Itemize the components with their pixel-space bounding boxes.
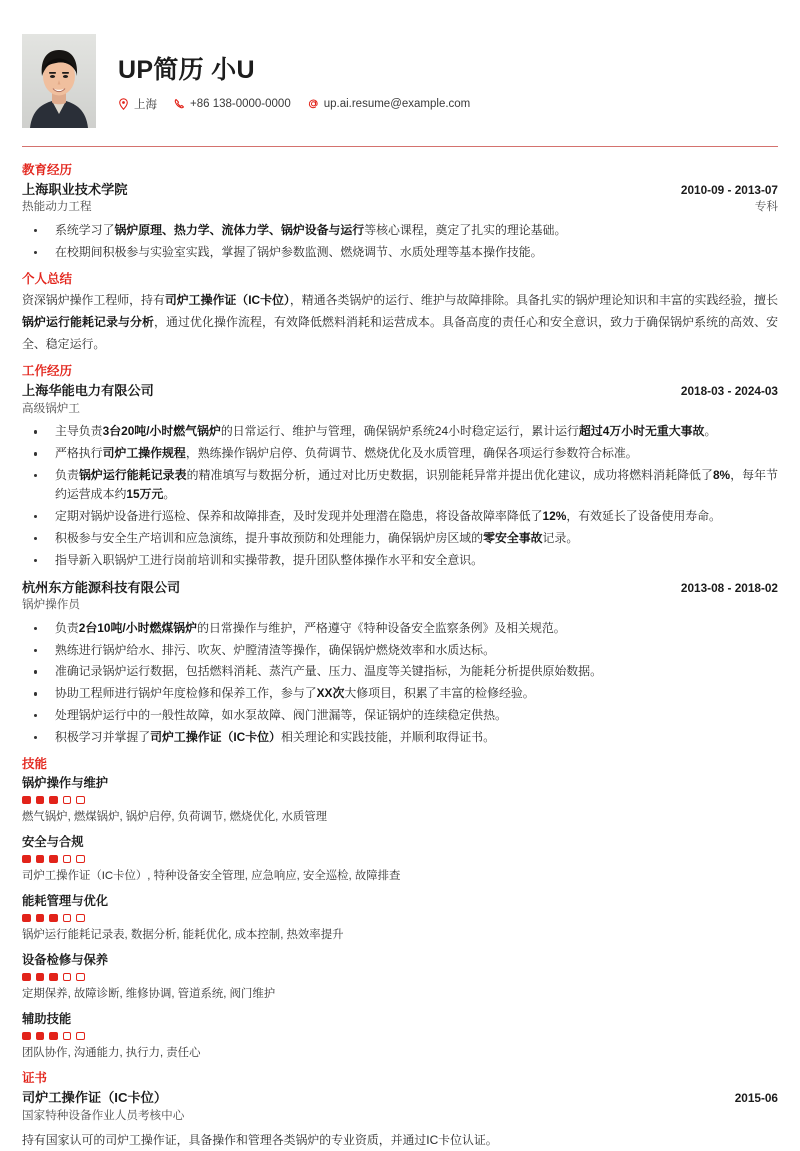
skill-item: [22, 833, 778, 885]
list-item: 准确记录锅炉运行数据，包括燃料消耗、蒸汽产量、压力、温度等关键指标，为能耗分析提供原始数据。: [22, 662, 778, 681]
skill-name: 锅炉操作与维护: [22, 776, 109, 791]
section-certificate: [22, 1069, 778, 1150]
skill-level-dot: [76, 1032, 85, 1041]
list-item: 指导新入职锅炉工进行岗前培训和实操带教，提升团队整体操作水平和安全意识。: [22, 551, 778, 570]
skill-level-dot: [22, 1032, 31, 1041]
list-item: 熟练进行锅炉给水、排污、吹灰、炉膛清渣等操作，确保锅炉燃烧效率和水质达标。: [22, 641, 778, 660]
section-work: [22, 362, 778, 747]
skill-name: 安全与合规: [22, 835, 84, 850]
skill-level-dot: [22, 914, 31, 923]
section-summary: [22, 270, 778, 355]
work-bullets: [22, 422, 778, 569]
skill-level-dot: [36, 1032, 45, 1041]
education-major: 热能动力工程: [22, 200, 92, 214]
skill-level-dot: [76, 796, 85, 805]
work-role: 锅炉操作员: [22, 597, 80, 611]
certificate-entry: [22, 1088, 778, 1150]
work-company: 上海华能电力有限公司: [22, 383, 154, 399]
email-at-icon: [308, 98, 319, 110]
section-title-work: 工作经历: [22, 364, 73, 379]
skill-level-dot: [49, 914, 58, 923]
skill-level-dot: [76, 914, 85, 923]
phone-icon: [174, 98, 185, 110]
contact-row: [118, 96, 487, 112]
skill-item: [22, 774, 778, 826]
contact-phone: [174, 98, 291, 110]
skill-level: [22, 973, 778, 982]
education-school: 上海职业技术学院: [22, 182, 128, 198]
work-date: 2013-08 - 2018-02: [680, 580, 778, 595]
skill-item: [22, 1010, 778, 1062]
section-title-certificate: 证书: [22, 1071, 48, 1086]
list-item: 主导负责3台20吨/小时燃气锅炉的日常运行、维护与管理，确保锅炉系统24小时稳定运行，累计运行超过4万小时无重大事故。: [22, 422, 778, 441]
list-item: 积极学习并掌握了司炉工操作证（IC卡位）相关理论和实践技能，并顺利取得证书。: [22, 728, 778, 747]
skill-tags: 司炉工操作证（IC卡位）, 特种设备安全管理, 应急响应, 安全巡检, 故障排查: [22, 870, 401, 883]
skill-level-dot: [49, 855, 58, 864]
section-education: [22, 161, 778, 262]
skill-level: [22, 914, 778, 923]
section-title-summary: 个人总结: [22, 272, 73, 287]
skill-tags: 锅炉运行能耗记录表, 数据分析, 能耗优化, 成本控制, 热效率提升: [22, 929, 344, 942]
contact-email: [308, 98, 471, 110]
skill-tags: 定期保养, 故障诊断, 维修协调, 管道系统, 阀门维护: [22, 988, 276, 1001]
skill-level-dot: [36, 796, 45, 805]
education-bullets: [22, 221, 778, 262]
location-pin-icon: [118, 98, 129, 110]
list-item: 严格执行司炉工操作规程，熟练操作锅炉启停、负荷调节、燃烧优化及水质管理，确保各项运行参数符合标准。: [22, 444, 778, 463]
list-item: 积极参与安全生产培训和应急演练，提升事故预防和处理能力，确保锅炉房区域的零安全事故记录。: [22, 529, 778, 548]
work-entry: [22, 381, 778, 569]
work-company: 杭州东方能源科技有限公司: [22, 579, 181, 595]
skill-level-dot: [49, 796, 58, 805]
work-date: 2018-03 - 2024-03: [680, 384, 778, 399]
skill-level-dot: [76, 855, 85, 864]
contact-phone-value: +86 138-0000-0000: [190, 97, 291, 110]
skill-level: [22, 796, 778, 805]
list-item: 系统学习了锅炉原理、热力学、流体力学、锅炉设备与运行等核心课程，奠定了扎实的理论基础。: [22, 221, 778, 240]
skill-level-dot: [49, 1032, 58, 1041]
skill-level-dot: [36, 855, 45, 864]
skill-level: [22, 1032, 778, 1041]
list-item: 在校期间积极参与实验室实践，掌握了锅炉参数监测、燃烧调节、水质处理等基本操作技能。: [22, 243, 778, 262]
skills-list: [22, 774, 778, 1062]
skill-level-dot: [76, 973, 85, 982]
skill-name: 设备检修与保养: [22, 953, 109, 968]
skill-item: [22, 892, 778, 944]
skill-level-dot: [22, 973, 31, 982]
certificate-date: 2015-06: [734, 1091, 778, 1106]
skill-level-dot: [63, 973, 72, 982]
list-item: 定期对锅炉设备进行巡检、保养和故障排查，及时发现并处理潜在隐患，将设备故障率降低了12%，有效延长了设备使用寿命。: [22, 507, 778, 526]
education-degree: 专科: [754, 200, 778, 214]
work-role: 高级锅炉工: [22, 401, 80, 415]
list-item: 处理锅炉运行中的一般性故障，如水泵故障、阀门泄漏等，保证锅炉的连续稳定供热。: [22, 706, 778, 725]
skill-name: 能耗管理与优化: [22, 894, 109, 909]
contact-email-value: up.ai.resume@example.com: [323, 97, 471, 110]
certificate-issuer: 国家特种设备作业人员考核中心: [22, 1108, 185, 1122]
skill-name: 辅助技能: [22, 1012, 72, 1027]
skill-level-dot: [63, 855, 72, 864]
work-entry: [22, 578, 778, 747]
summary-text: 资深锅炉操作工程师，持有司炉工操作证（IC卡位），精通各类锅炉的运行、维护与故障排除。具备扎实的锅炉理论知识和丰富的实践经验，擅长锅炉运行能耗记录与分析，通过优化操作流程，有效降低燃料消耗和运营成本。具备高度的责任心和安全意识，致力于确保锅炉系统的高效、安全、稳定运行。: [22, 293, 778, 352]
skill-level: [22, 855, 778, 864]
resume-header: [22, 0, 778, 146]
education-date: 2010-09 - 2013-07: [680, 183, 778, 198]
header-divider: [22, 146, 778, 147]
contact-location: [118, 96, 157, 112]
skill-tags: 团队协作, 沟通能力, 执行力, 责任心: [22, 1047, 201, 1060]
avatar: [22, 34, 96, 128]
skill-tags: 燃气锅炉, 燃煤锅炉, 锅炉启停, 负荷调节, 燃烧优化, 水质管理: [22, 811, 328, 824]
page-title: UP简历 小U: [118, 56, 255, 85]
section-title-skills: 技能: [22, 756, 48, 771]
list-item: 负责2台10吨/小时燃煤锅炉的日常操作与维护，严格遵守《特种设备安全监察条例》及相关规范。: [22, 619, 778, 638]
skill-level-dot: [36, 973, 45, 982]
list-item: 负责锅炉运行能耗记录表的精准填写与数据分析，通过对比历史数据，识别能耗异常并提出优化建议，成功将燃料消耗降低了8%，每年节约运营成本约15万元。: [22, 466, 778, 505]
skill-level-dot: [63, 914, 72, 923]
list-item: 协助工程师进行锅炉年度检修和保养工作，参与了XX次大修项目，积累了丰富的检修经验。: [22, 684, 778, 703]
contact-location-value: 上海: [134, 98, 157, 111]
skill-level-dot: [63, 1032, 72, 1041]
education-entry: [22, 180, 778, 262]
skill-level-dot: [36, 914, 45, 923]
skill-level-dot: [49, 973, 58, 982]
skill-level-dot: [63, 796, 72, 805]
work-bullets: [22, 619, 778, 747]
identity-block: [118, 50, 487, 112]
skill-level-dot: [22, 796, 31, 805]
skill-level-dot: [22, 855, 31, 864]
section-skills: [22, 755, 778, 1062]
certificate-description: 持有国家认可的司炉工操作证，具备操作和管理各类锅炉的专业资质，并通过IC卡位认证。: [22, 1133, 498, 1148]
section-title-education: 教育经历: [22, 163, 73, 177]
skill-item: [22, 951, 778, 1003]
certificate-name: 司炉工操作证（IC卡位）: [22, 1090, 168, 1106]
